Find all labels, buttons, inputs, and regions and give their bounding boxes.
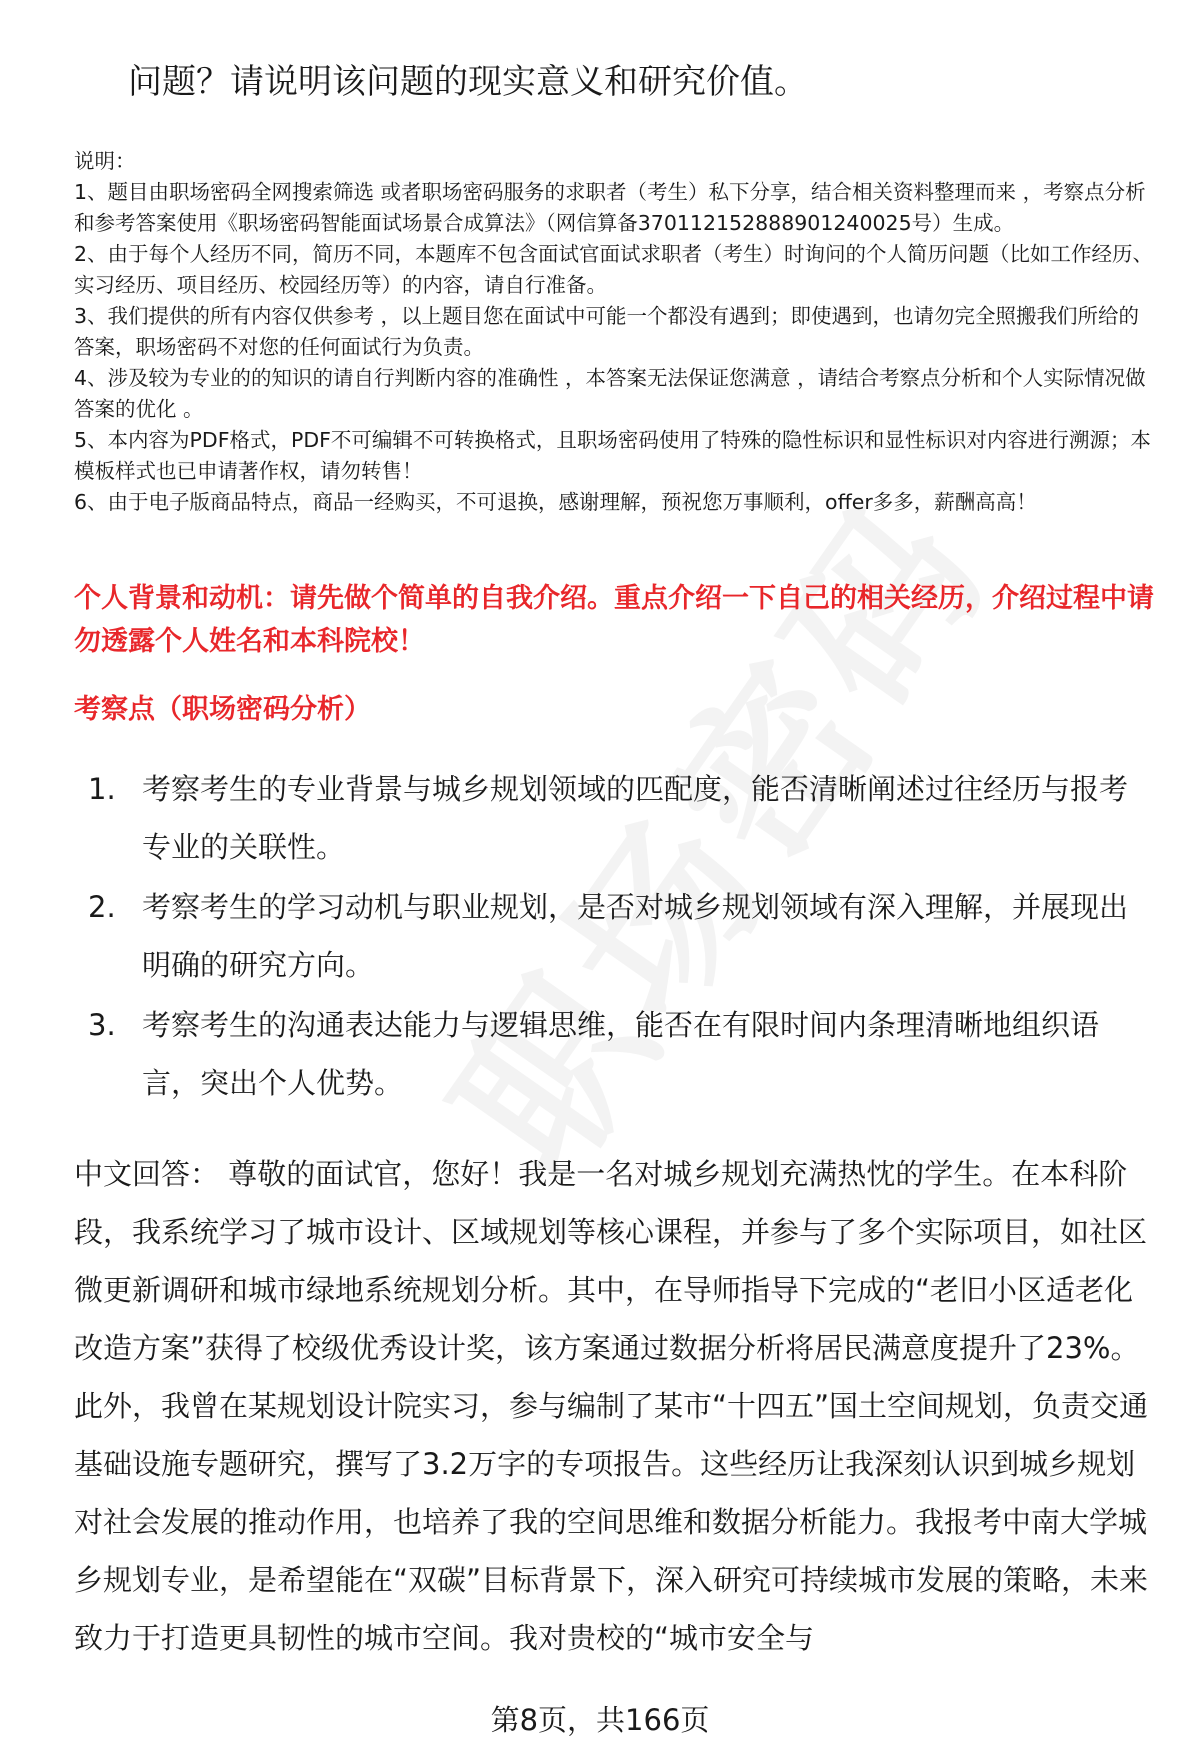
point-number: 2.: [88, 890, 116, 924]
note-item-1: 1、题目由职场密码全网搜索筛选 或者职场密码服务的求职者（考生）私下分享，结合相关资料整理而来 ，考察点分析和参考答案使用《职场密码智能面试场景合成算法》（网信算备370112152888901240025号）生成。: [74, 180, 1146, 235]
question-continuation: 问题？请说明该问题的现实意义和研究价值。: [128, 62, 808, 102]
analysis-point: [74, 878, 1154, 994]
notes-title: 说明：: [74, 149, 136, 173]
analysis-heading: 考察点（职场密码分析）: [74, 694, 371, 725]
point-text: 考察考生的专业背景与城乡规划领域的匹配度，能否清晰阐述过往经历与报考专业的关联性。: [142, 772, 1129, 864]
note-item-6: 6、由于电子版商品特点，商品一经购买，不可退换，感谢理解，预祝您万事顺利，offer多多，薪酬高高！: [74, 490, 1037, 514]
point-number: 1.: [88, 772, 116, 806]
note-item-2: 2、由于每个人经历不同，简历不同，本题库不包含面试官面试求职者（考生）时询问的个人简历问题（比如工作经历、实习经历、项目经历、校园经历等）的内容，请自行准备。: [74, 242, 1154, 297]
page-number: 第8页，共166页: [490, 1703, 710, 1737]
point-number: 3.: [88, 1008, 116, 1042]
note-item-4: 4、涉及较为专业的的知识的请自行判断内容的准确性 ，本答案无法保证您满意 ，请结合考察点分析和个人实际情况做答案的优化 。: [74, 366, 1146, 421]
question-heading: 个人背景和动机：请先做个简单的自我介绍。重点介绍一下自己的相关经历，介绍过程中请勿透露个人姓名和本科院校！: [74, 583, 1154, 657]
point-text: 考察考生的沟通表达能力与逻辑思维，能否在有限时间内条理清晰地组织语言，突出个人优势。: [142, 1008, 1100, 1100]
notes-section: [74, 146, 1159, 518]
analysis-point: [74, 996, 1154, 1112]
point-text: 考察考生的学习动机与职业规划，是否对城乡规划领域有深入理解，并展现出明确的研究方向。: [142, 890, 1129, 982]
note-item-3: 3、我们提供的所有内容仅供参考 ，以上题目您在面试中可能一个都没有遇到；即使遇到，也请勿完全照搬我们所给的答案，职场密码不对您的任何面试行为负责。: [74, 304, 1140, 359]
analysis-point: [74, 760, 1154, 876]
note-item-5: 5、本内容为PDF格式，PDF不可编辑不可转换格式，且职场密码使用了特殊的隐性标识和显性标识对内容进行溯源；本模板样式也已申请著作权，请勿转售！: [74, 428, 1151, 483]
answer-text: 中文回答： 尊敬的面试官，您好！我是一名对城乡规划充满热忱的学生。在本科阶段，我系统学习了城市设计、区域规划等核心课程，并参与了多个实际项目，如社区微更新调研和城市绿地系统规划分析。其中，在导师指导下完成的“老旧小区适老化改造方案”获得了校级优秀设计奖，该方案通过数据分析将居民满意度提升了23%。此外，我曾在某规划设计院实习，参与编制了某市“十四五”国土空间规划，负责交通基础设施专题研究，撰写了3.2万字的专项报告。这些经历让我深刻认识到城乡规划对社会发展的推动作用，也培养了我的空间思维和数据分析能力。我报考中南大学城乡规划专业，是希望能在“双碳”目标背景下，深入研究可持续城市发展的策略，未来致力于打造更具韧性的城市空间。我对贵校的“城市安全与: [74, 1157, 1149, 1655]
analysis-points: [74, 760, 1154, 1114]
